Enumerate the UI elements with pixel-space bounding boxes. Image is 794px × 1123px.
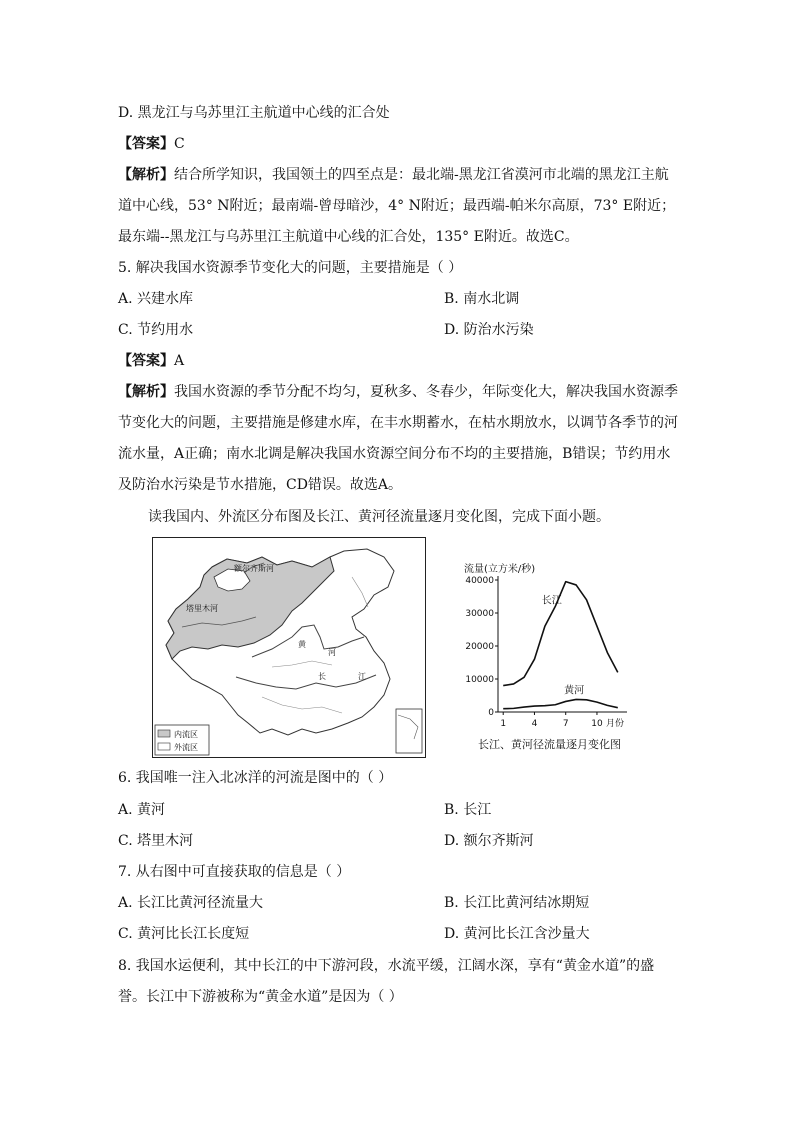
y-tick-label: 0 [488, 708, 494, 718]
q5-option-c: C. 节约用水 [118, 322, 194, 338]
q7-option-b: B. 长江比黄河结冰期短 [444, 895, 590, 911]
q6-option-b: B. 长江 [444, 802, 492, 818]
q7-option-d: D. 黄河比长江含沙量大 [444, 926, 590, 942]
q4-option-d: D. 黑龙江与乌苏里江主航道中心线的汇合处 [118, 105, 390, 121]
q5-analysis-line-4: 及防治水污染是节水措施，CD错误。故选A。 [118, 477, 403, 493]
q6-option-a: A. 黄河 [118, 802, 166, 818]
x-tick-label: 10 [591, 719, 603, 729]
x-tick-label: 1 [500, 719, 507, 729]
label-tarim: 塔里木河 [186, 604, 218, 613]
label-chang: 长 [318, 672, 326, 681]
q4-analysis-line-3: 最东端--黑龙江与乌苏里江主航道中心线的汇合处，135° E附近。故选C。 [118, 229, 579, 245]
y-tick-label: 20000 [465, 642, 494, 652]
q5-analysis-line-1 [118, 382, 678, 402]
answer-value: A [174, 353, 185, 369]
legend-swatch-outer [158, 743, 170, 750]
runoff-line-chart [458, 560, 658, 755]
series-label: 黄河 [564, 685, 585, 697]
y-tick-label: 40000 [465, 576, 494, 586]
chart-series [503, 582, 618, 709]
q5-analysis-line-3: 流水量，A正确；南水北调是解决我国水资源空间分布不均的主要措施，B错误；节约用水 [118, 446, 671, 462]
answer-value: C [174, 136, 185, 152]
analysis-text: 结合所学知识，我国领土的四至点是：最北端-黑龙江省漠河市北端的黑龙江主航 [174, 167, 669, 183]
q4-analysis-line-2: 道中心线，53° N附近；最南端-曾母暗沙，4° N附近；最西端-帕米尔高原，73° E附近； [118, 198, 676, 214]
label-erqis: 额尔齐斯河 [234, 564, 274, 573]
q7-stem: 7. 从右图中可直接获取的信息是（ ） [118, 864, 351, 880]
q7-option-a: A. 长江比黄河径流量大 [118, 895, 264, 911]
q5-analysis-line-2: 节变化大的问题，主要措施是修建水库，在丰水期蓄水，在枯水期放水，以调节各季节的河 [118, 415, 678, 431]
china-drainage-map [152, 537, 426, 758]
chart-axes [498, 576, 627, 712]
q4-analysis-line-1 [118, 165, 669, 185]
label-he: 河 [328, 648, 336, 657]
x-tick-label: 7 [562, 719, 569, 729]
q6-option-d: D. 额尔齐斯河 [444, 833, 534, 849]
legend-label-outer: 外流区 [174, 743, 198, 752]
legend-label-inner: 内流区 [174, 730, 198, 739]
series-line-huanghe [503, 699, 618, 708]
analysis-label: 【解析】 [118, 167, 174, 183]
x-unit-label: 月份 [605, 719, 624, 729]
q5-stem: 5. 解决我国水资源季节变化大的问题，主要措施是（ ） [118, 260, 463, 276]
q8-line-1: 8. 我国水运便利，其中长江的中下游河段，水流平缓，江阔水深，享有“黄金水道”的盛 [118, 958, 655, 974]
x-tick-label: 4 [531, 719, 538, 729]
chart-ylabel: 流量(立方米/秒) [464, 564, 536, 575]
q7-option-c: C. 黄河比长江长度短 [118, 926, 250, 942]
answer-label: 【答案】 [118, 136, 174, 152]
y-tick-label: 30000 [465, 609, 494, 619]
q6-option-c: C. 塔里木河 [118, 833, 194, 849]
q5-option-d: D. 防治水污染 [444, 322, 534, 338]
analysis-text: 我国水资源的季节分配不均匀，夏秋多、冬春少，年际变化大，解决我国水资源季 [174, 384, 678, 400]
q5-option-b: B. 南水北调 [444, 291, 520, 307]
series-label: 长江 [541, 595, 562, 607]
chart-title: 长江、黄河径流量逐月变化图 [478, 738, 621, 751]
legend-swatch-inner [158, 730, 170, 737]
label-huang: 黄 [298, 640, 306, 649]
answer-label: 【答案】 [118, 353, 174, 369]
q4-answer [118, 134, 185, 154]
q5-answer [118, 351, 184, 371]
q5-option-a: A. 兴建水库 [118, 291, 194, 307]
analysis-label: 【解析】 [118, 384, 174, 400]
label-jiang: 江 [358, 672, 366, 681]
figure-intro: 读我国内、外流区分布图及长江、黄河径流量逐月变化图，完成下面小题。 [148, 509, 610, 525]
y-tick-label: 10000 [465, 675, 494, 685]
q8-line-2: 誉。长江中下游被称为“黄金水道”是因为（ ） [118, 989, 403, 1005]
q6-stem: 6. 我国唯一注入北冰洋的河流是图中的（ ） [118, 770, 393, 786]
